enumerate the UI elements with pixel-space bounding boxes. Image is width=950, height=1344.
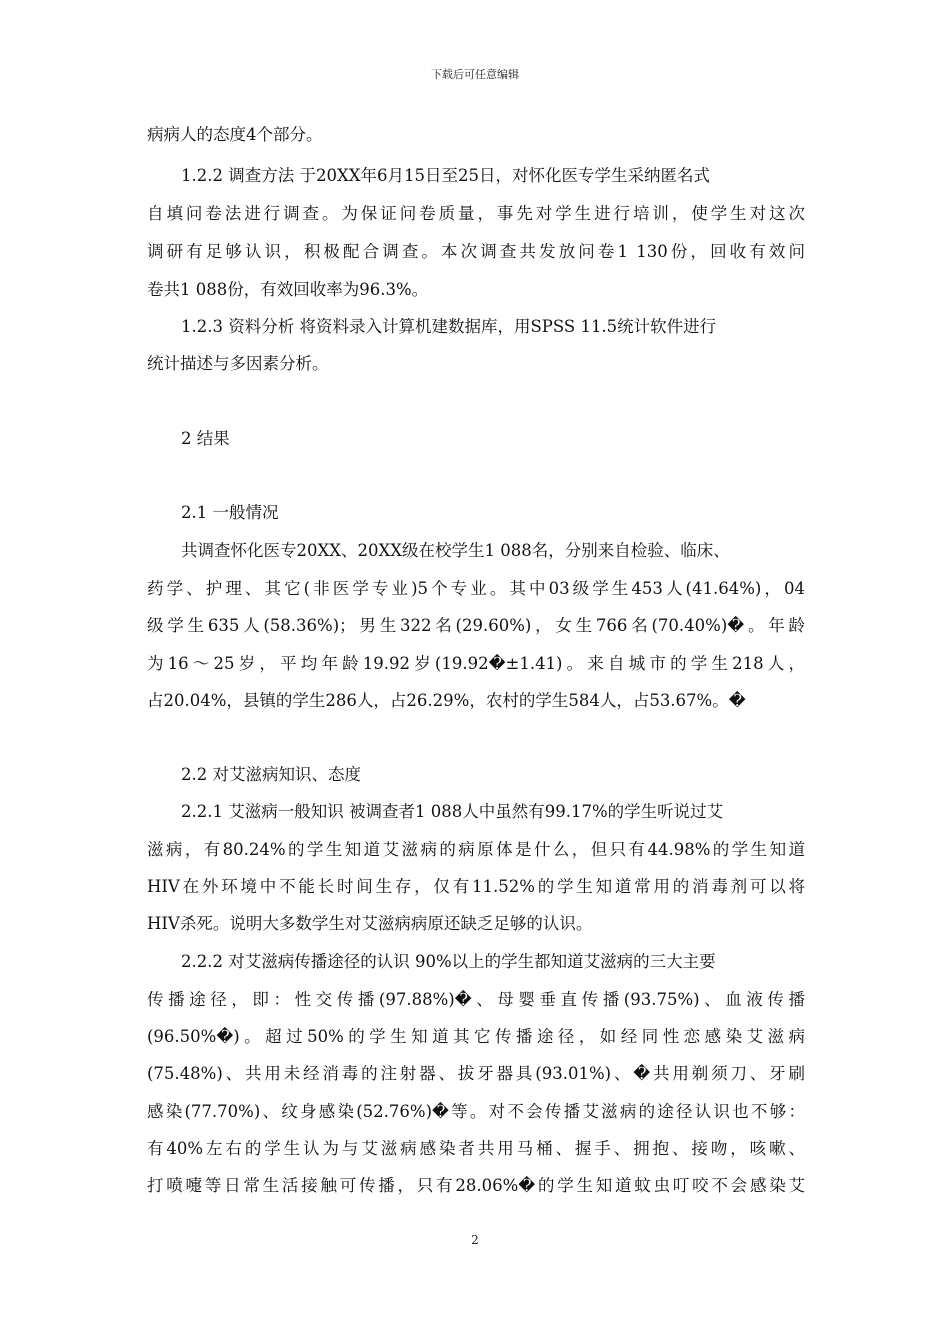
page-number: 2 <box>471 1233 479 1247</box>
text-line: 传播途径，即：性交传播(97.88%)�、母婴垂直传播(93.75%)、血液传播 <box>147 990 805 1009</box>
page-header: 下载后可任意编辑 <box>431 68 519 81</box>
section-2-2-2-heading-line: 2.2.2 对艾滋病传播途径的认识 90%以上的学生都知道艾滋病的三大主要 <box>181 952 716 971</box>
text-line: 共调查怀化医专20XX、20XX级在校学生1 088名，分别来自检验、临床、 <box>181 541 730 560</box>
text-line: 打喷嚏等日常生活接触可传播，只有28.06%�的学生知道蚊虫叮咬不会感染艾 <box>147 1176 805 1195</box>
section-2-1-heading: 2.1 一般情况 <box>181 503 279 522</box>
text-line: 有40%左右的学生认为与艾滋病感染者共用马桶、握手、拥抱、接吻，咳嗽、 <box>147 1139 805 1158</box>
text-line: 药学、护理、其它(非医学专业)5个专业。其中03级学生453人(41.64%)，04 <box>147 579 805 598</box>
text-line: 调研有足够认识，积极配合调查。本次调查共发放问卷1 130份，回收有效问 <box>147 242 805 261</box>
text-line: 级学生635人(58.36%)；男生322名(29.60%)，女生766名(70.40%)�。年龄 <box>147 616 805 635</box>
section-2-2-1-heading-line: 2.2.1 艾滋病一般知识 被调查者1 088人中虽然有99.17%的学生听说过艾 <box>181 802 724 821</box>
text-line: 滋病，有80.24%的学生知道艾滋病的病原体是什么，但只有44.98%的学生知道 <box>147 840 805 859</box>
section-2-heading: 2 结果 <box>181 429 230 448</box>
text-line: 统计描述与多因素分析。 <box>147 354 329 373</box>
text-line: 卷共1 088份，有效回收率为96.3%。 <box>147 280 429 299</box>
text-line: 为16～25岁，平均年龄19.92岁(19.92�±1.41)。来自城市的学生218人， <box>147 654 805 673</box>
text-line: (96.50%�)。超过50%的学生知道其它传播途径，如经同性恋感染艾滋病 <box>147 1027 805 1046</box>
text-line: 自填问卷法进行调查。为保证问卷质量，事先对学生进行培训，使学生对这次 <box>147 204 805 223</box>
text-line: 病病人的态度4个部分。 <box>147 125 323 144</box>
text-line: 占20.04%，县镇的学生286人，占26.29%，农村的学生584人，占53.67%。� <box>147 691 746 710</box>
text-line: (75.48%)、共用未经消毒的注射器、拔牙器具(93.01%)、�共用剃须刀、牙刷 <box>147 1064 805 1083</box>
text-line: 感染(77.70%)、纹身感染(52.76%)�等。对不会传播艾滋病的途径认识也不够： <box>147 1102 805 1121</box>
text-line: HIV在外环境中不能长时间生存，仅有11.52%的学生知道常用的消毒剂可以将 <box>147 877 805 896</box>
section-1-2-3-heading-line: 1.2.3 资料分析 将资料录入计算机建数据库，用SPSS 11.5统计软件进行 <box>181 317 717 336</box>
section-1-2-2-heading-line: 1.2.2 调查方法 于20XX年6月15日至25日，对怀化医专学生采纳匿名式 <box>181 166 710 185</box>
section-2-2-heading: 2.2 对艾滋病知识、态度 <box>181 765 361 784</box>
text-line: HIV杀死。说明大多数学生对艾滋病病原还缺乏足够的认识。 <box>147 914 593 933</box>
